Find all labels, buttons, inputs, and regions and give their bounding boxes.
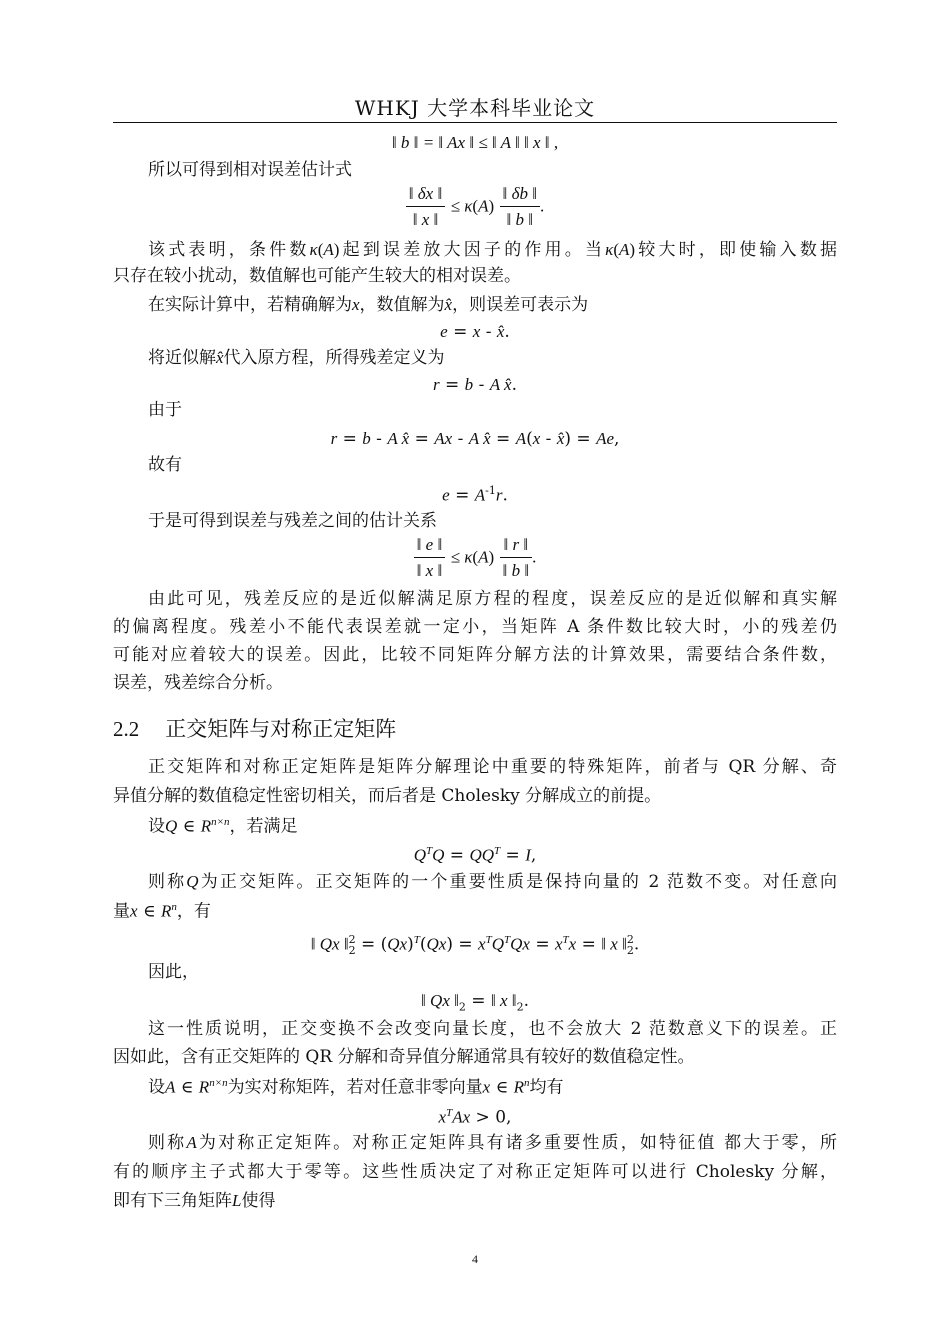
paragraph-line: 异值分解的数值稳定性密切相关，而后者是 Cholesky 分解成立的前提。 xyxy=(113,786,662,806)
paragraph-line: 有的顺序主子式都大于零等。这些性质决定了对称正定矩阵可以进行 Cholesky 分解， xyxy=(113,1162,837,1182)
equation-norm-bound: ‖ b ‖ = ‖ Ax ‖ ≤ ‖ A ‖ ‖ x ‖ , xyxy=(391,133,559,152)
equation-positive-definite: $x^TAx > 0$, xyxy=(438,1107,512,1128)
text-line: 所以可得到相对误差估计式 xyxy=(148,160,352,180)
text-line: 则称Q为正交矩阵。正交矩阵的一个重要性质是保持向量的 2 范数不变。对任意向 xyxy=(148,872,838,892)
equation-residual-expand: r = b - A x̂ = Ax - A x̂ = A(x - x̂) = Ae, xyxy=(330,429,620,449)
equation-residual: r = b - A x̂. xyxy=(432,375,518,395)
header-rule xyxy=(113,122,837,123)
equation-error-residual-bound: $\frac{‖ e ‖}{‖ x ‖}$ ≤ κ(A) $\frac{‖ r ‖}{‖ b ‖}$ . xyxy=(113,535,837,581)
text-line: 因此， xyxy=(148,962,199,982)
text-line: 于是可得到误差与残差之间的估计关系 xyxy=(148,511,437,531)
equation-norm-preserve: ‖ Qx ‖$^2_2$ = $(Qx)^T(Qx) = x^TQ^TQx = x^Tx$ = ‖ x ‖$^2_2$. xyxy=(310,933,640,958)
paragraph-line: 这一性质说明，正交变换不会改变向量长度，也不会放大 2 范数意义下的误差。正 xyxy=(148,1019,837,1039)
equation-error-inverse: $e = A^{-1}r$. xyxy=(442,484,508,506)
section-heading xyxy=(113,713,396,743)
paragraph-line: 的偏离程度。残差小不能代表误差就一定小，当矩阵 A 条件数比较大时，小的残差仍 xyxy=(113,617,837,637)
paragraph-line: 由此可见，残差反应的是近似解满足原方程的程度，误差反应的是近似解和真实解 xyxy=(148,589,837,609)
section-number: 2.2 xyxy=(113,717,140,741)
paragraph-line: 则称A为对称正定矩阵。对称正定矩阵具有诸多重要性质，如特征值 都大于零，所 xyxy=(148,1133,838,1153)
paragraph-line: 即有下三角矩阵L使得 xyxy=(113,1191,276,1211)
paragraph-line: 可能对应着较大的误差。因此，比较不同矩阵分解方法的计算效果，需要结合条件数， xyxy=(113,645,837,665)
text-line: 该式表明，条件数κ(A)起到误差放大因子的作用。当κ(A)较大时，即使输入数据 xyxy=(148,240,838,260)
equation-norm-equal: ‖ Qx $‖_2$ = ‖ x $‖_2$. xyxy=(421,991,529,1014)
text-line: 故有 xyxy=(148,455,182,475)
paragraph-line: 因如此，含有正交矩阵的 QR 分解和奇异值分解通常具有较好的数值稳定性。 xyxy=(113,1047,695,1067)
text-line: 由于 xyxy=(148,400,182,420)
section-title: 正交矩阵与对称正定矩阵 xyxy=(165,717,397,741)
text-line: 设Q ∈ $R^{n\times n}$，若满足 xyxy=(148,816,298,837)
paragraph-line: 误差，残差综合分析。 xyxy=(113,673,283,693)
text-line: 将近似解x̂代入原方程，所得残差定义为 xyxy=(148,348,445,368)
equation-orthogonal: $Q^TQ = QQ^T = I$, xyxy=(413,845,537,866)
text-line: 在实际计算中，若精确解为x，数值解为x̂，则误差可表示为 xyxy=(148,295,589,315)
text-line: 只存在较小扰动，数值解也可能产生较大的相对误差。 xyxy=(113,266,521,286)
paragraph-line: 正交矩阵和对称正定矩阵是矩阵分解理论中重要的特殊矩阵，前者与 QR 分解、奇 xyxy=(148,757,837,777)
text-line: 设A ∈ $R^{n\times n}$为实对称矩阵，若对任意非零向量x ∈ $R^n$均有 xyxy=(148,1077,564,1098)
running-header: WHKJ 大学本科毕业论文 xyxy=(354,96,596,120)
text-line: 量x ∈ $R^n$，有 xyxy=(113,901,211,922)
equation-relative-error: $\frac{‖ \delta x ‖}{‖ x ‖}$ ≤ κ(A) $\frac{‖ \delta b ‖}{‖ b ‖}$ . xyxy=(113,184,837,230)
equation-error: e = x - x̂. xyxy=(440,322,510,342)
page-number: 4 xyxy=(472,1252,478,1266)
